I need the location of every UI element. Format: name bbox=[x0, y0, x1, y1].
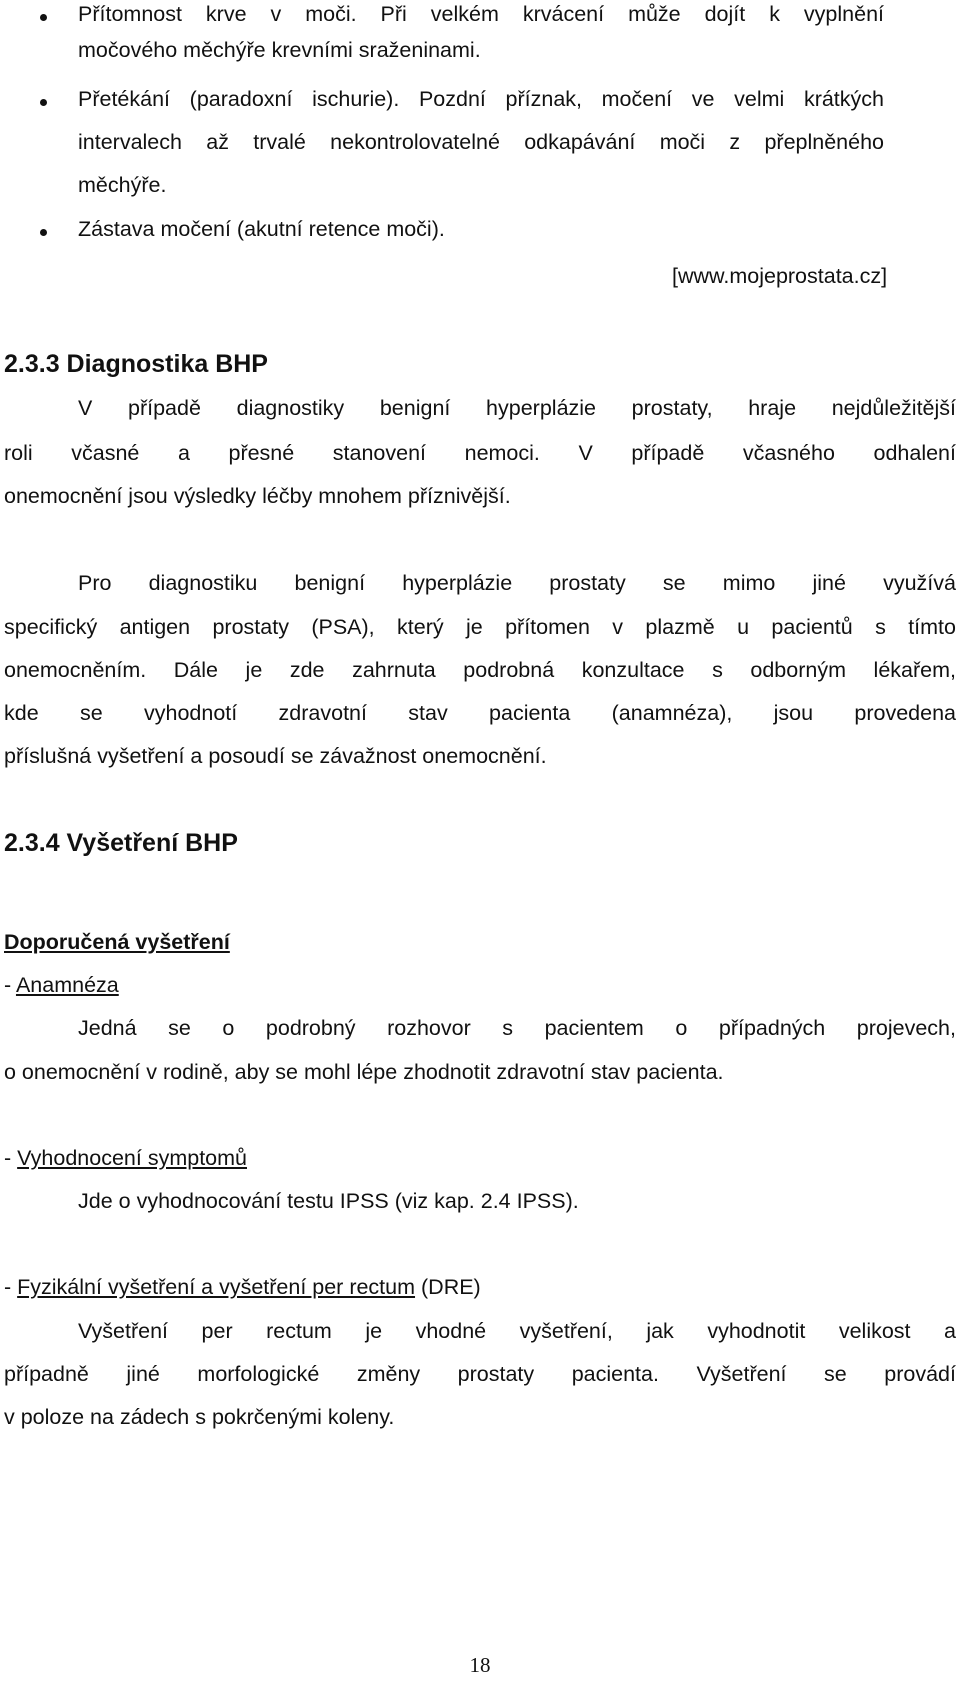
paragraph-line: o onemocnění v rodině, aby se mohl lépe zhodnotit zdravotní stav pacienta. bbox=[4, 1060, 724, 1084]
paragraph-line: příslušná vyšetření a posoudí se závažnost onemocnění. bbox=[4, 744, 547, 768]
paragraph-line: Jde o vyhodnocování testu IPSS (viz kap. 2.4 IPSS). bbox=[78, 1189, 579, 1213]
bullet-1-line-2: močového měchýře krevními sraženinami. bbox=[78, 38, 481, 62]
exam-item-title: - Vyhodnocení symptomů bbox=[4, 1146, 247, 1170]
exam-item-title: - Anamnéza bbox=[4, 973, 119, 997]
bullet-3-line-1: Zástava močení (akutní retence moči). bbox=[78, 217, 445, 241]
page-number: 18 bbox=[469, 1653, 491, 1677]
recommended-exams-subheading: Doporučená vyšetření bbox=[4, 930, 230, 954]
paragraph-line: roli včasné a přesné stanovení nemoci. V případě včasného odhalení bbox=[4, 441, 956, 465]
bullet-2-line-3: měchýře. bbox=[78, 173, 167, 197]
bullet-1-line-1: Přítomnost krve v moči. Při velkém krvácení může dojít k vyplnění bbox=[78, 2, 884, 26]
paragraph-line: kde se vyhodnotí zdravotní stav pacienta (anamnéza), jsou provedena bbox=[4, 701, 956, 725]
paragraph-line: Pro diagnostiku benigní hyperplázie prostaty se mimo jiné využívá bbox=[78, 571, 956, 595]
paragraph-line: onemocněním. Dále je zde zahrnuta podrobná konzultace s odborným lékařem, bbox=[4, 658, 956, 682]
paragraph-line: V případě diagnostiky benigní hyperplázie prostaty, hraje nejdůležitější bbox=[78, 396, 956, 420]
paragraph-line: případně jiné morfologické změny prostaty pacienta. Vyšetření se provádí bbox=[4, 1362, 956, 1386]
section-heading-diagnostika: 2.3.3 Diagnostika BHP bbox=[4, 350, 268, 378]
section-heading-vysetreni: 2.3.4 Vyšetření BHP bbox=[4, 829, 238, 857]
paragraph-line: onemocnění jsou výsledky léčby mnohem příznivější. bbox=[4, 484, 511, 508]
paragraph-line: Vyšetření per rectum je vhodné vyšetření, jak vyhodnotit velikost a bbox=[78, 1319, 956, 1343]
bullet-marker bbox=[40, 14, 47, 21]
bullet-2-line-1: Přetékání (paradoxní ischurie). Pozdní příznak, močení ve velmi krátkých bbox=[78, 87, 884, 111]
symptom-evaluation-title: Vyhodnocení symptomů bbox=[17, 1146, 247, 1170]
bullet-marker bbox=[40, 229, 47, 236]
anamneza-title: Anamnéza bbox=[15, 973, 119, 997]
physical-exam-title: Fyzikální vyšetření a vyšetření per rectum bbox=[17, 1275, 416, 1299]
bullet-2-line-2: intervalech až trvalé nekontrolovatelné odkapávání moči z přeplněného bbox=[78, 130, 884, 154]
exam-item-title: - Fyzikální vyšetření a vyšetření per rectum (DRE) bbox=[4, 1275, 481, 1299]
source-citation: [www.mojeprostata.cz] bbox=[672, 264, 888, 288]
paragraph-line: v poloze na zádech s pokrčenými koleny. bbox=[4, 1405, 395, 1429]
bullet-marker bbox=[40, 99, 47, 106]
paragraph-line: specifický antigen prostaty (PSA), který je přítomen v plazmě u pacientů s tímto bbox=[4, 615, 956, 639]
paragraph-line: Jedná se o podrobný rozhovor s pacientem o případných projevech, bbox=[78, 1016, 956, 1040]
